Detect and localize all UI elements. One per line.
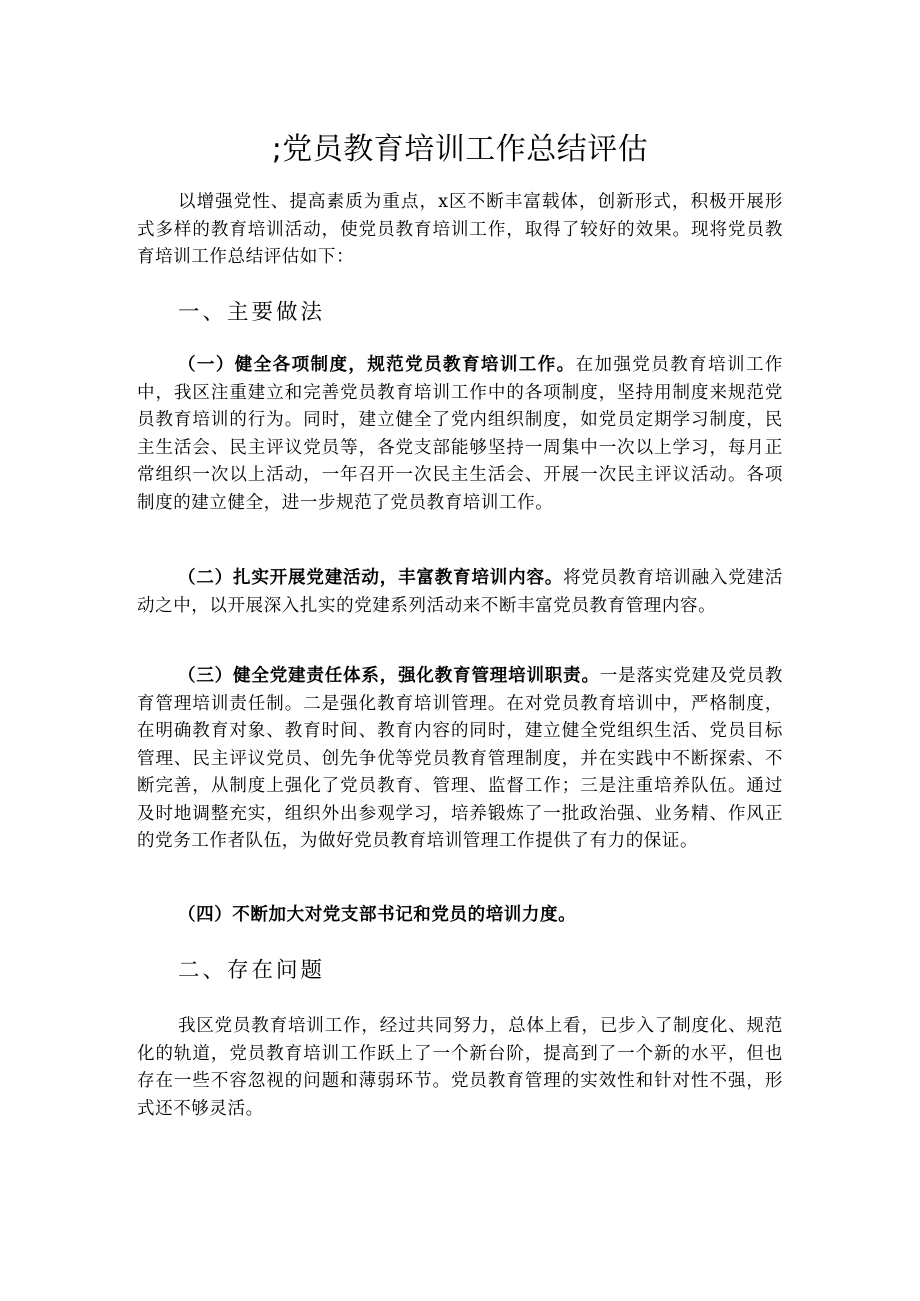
section1-item2-lead: （二）扎实开展党建活动，丰富教育培训内容。 <box>178 568 564 588</box>
section1-item1 <box>137 352 783 517</box>
section1-item4: （四）不断加大对党支部书记和党员的培训力度。 <box>178 905 577 925</box>
section1-item2-body: 将党员教育培训融入党建活动之中，以开展深入扎实的党建系列活动来不断丰富党员教育管理内容。 <box>137 568 783 616</box>
section1-item3 <box>137 663 783 856</box>
section1-item1-body: 在加强党员教育培训工作中，我区注重建立和完善党员教育培训工作中的各项制度，坚持用制度来规范党员教育培训的行为。同时，建立健全了党内组织制度，如党员定期学习制度，民主生活会、民主评议党员等，各党支部能够坚持一周集中一次以上学习，每月正常组织一次以上活动，一年召开一次民主生活会、开展一次民主评议活动。各项制度的建立健全，进一步规范了党员教育培训工作。 <box>137 355 783 513</box>
section1-item1-lead: （一）健全各项制度，规范党员教育培训工作。 <box>178 355 576 375</box>
section1-item2 <box>137 565 783 620</box>
section1-heading: 一、主要做法 <box>178 300 326 325</box>
section2-heading: 二、存在问题 <box>178 958 326 983</box>
section1-item3-lead: （三）健全党建责任体系，强化教育管理培训职责。 <box>178 666 600 686</box>
intro-paragraph: 以增强党性、提高素质为重点，x区不断丰富载体，创新形式，积极开展形式多样的教育培训活动，使党员教育培训工作，取得了较好的效果。现将党员教育培训工作总结评估如下： <box>137 192 783 267</box>
section1-item3-body: 一是落实党建及党员教育管理培训责任制。二是强化教育培训管理。在对党员教育培训中，严格制度，在明确教育对象、教育时间、教育内容的同时，建立健全党组织生活、党员目标管理、民主评议党员、创先争优等党员教育管理制度，并在实践中不断探索、不断完善，从制度上强化了党员教育、管理、监督工作；三是注重培养队伍。通过及时地调整充实，组织外出参观学习，培养锻炼了一批政治强、业务精、作风正的党务工作者队伍，为做好党员教育培训管理工作提供了有力的保证。 <box>137 666 783 851</box>
section2-paragraph: 我区党员教育培训工作，经过共同努力，总体上看，已步入了制度化、规范化的轨道，党员教育培训工作跃上了一个新台阶，提高到了一个新的水平，但也存在一些不容忽视的问题和薄弱环节。党员教育管理的实效性和针对性不强，形式还不够灵活。 <box>137 1016 783 1119</box>
document-title: ;党员教育培训工作总结评估 <box>271 132 649 167</box>
